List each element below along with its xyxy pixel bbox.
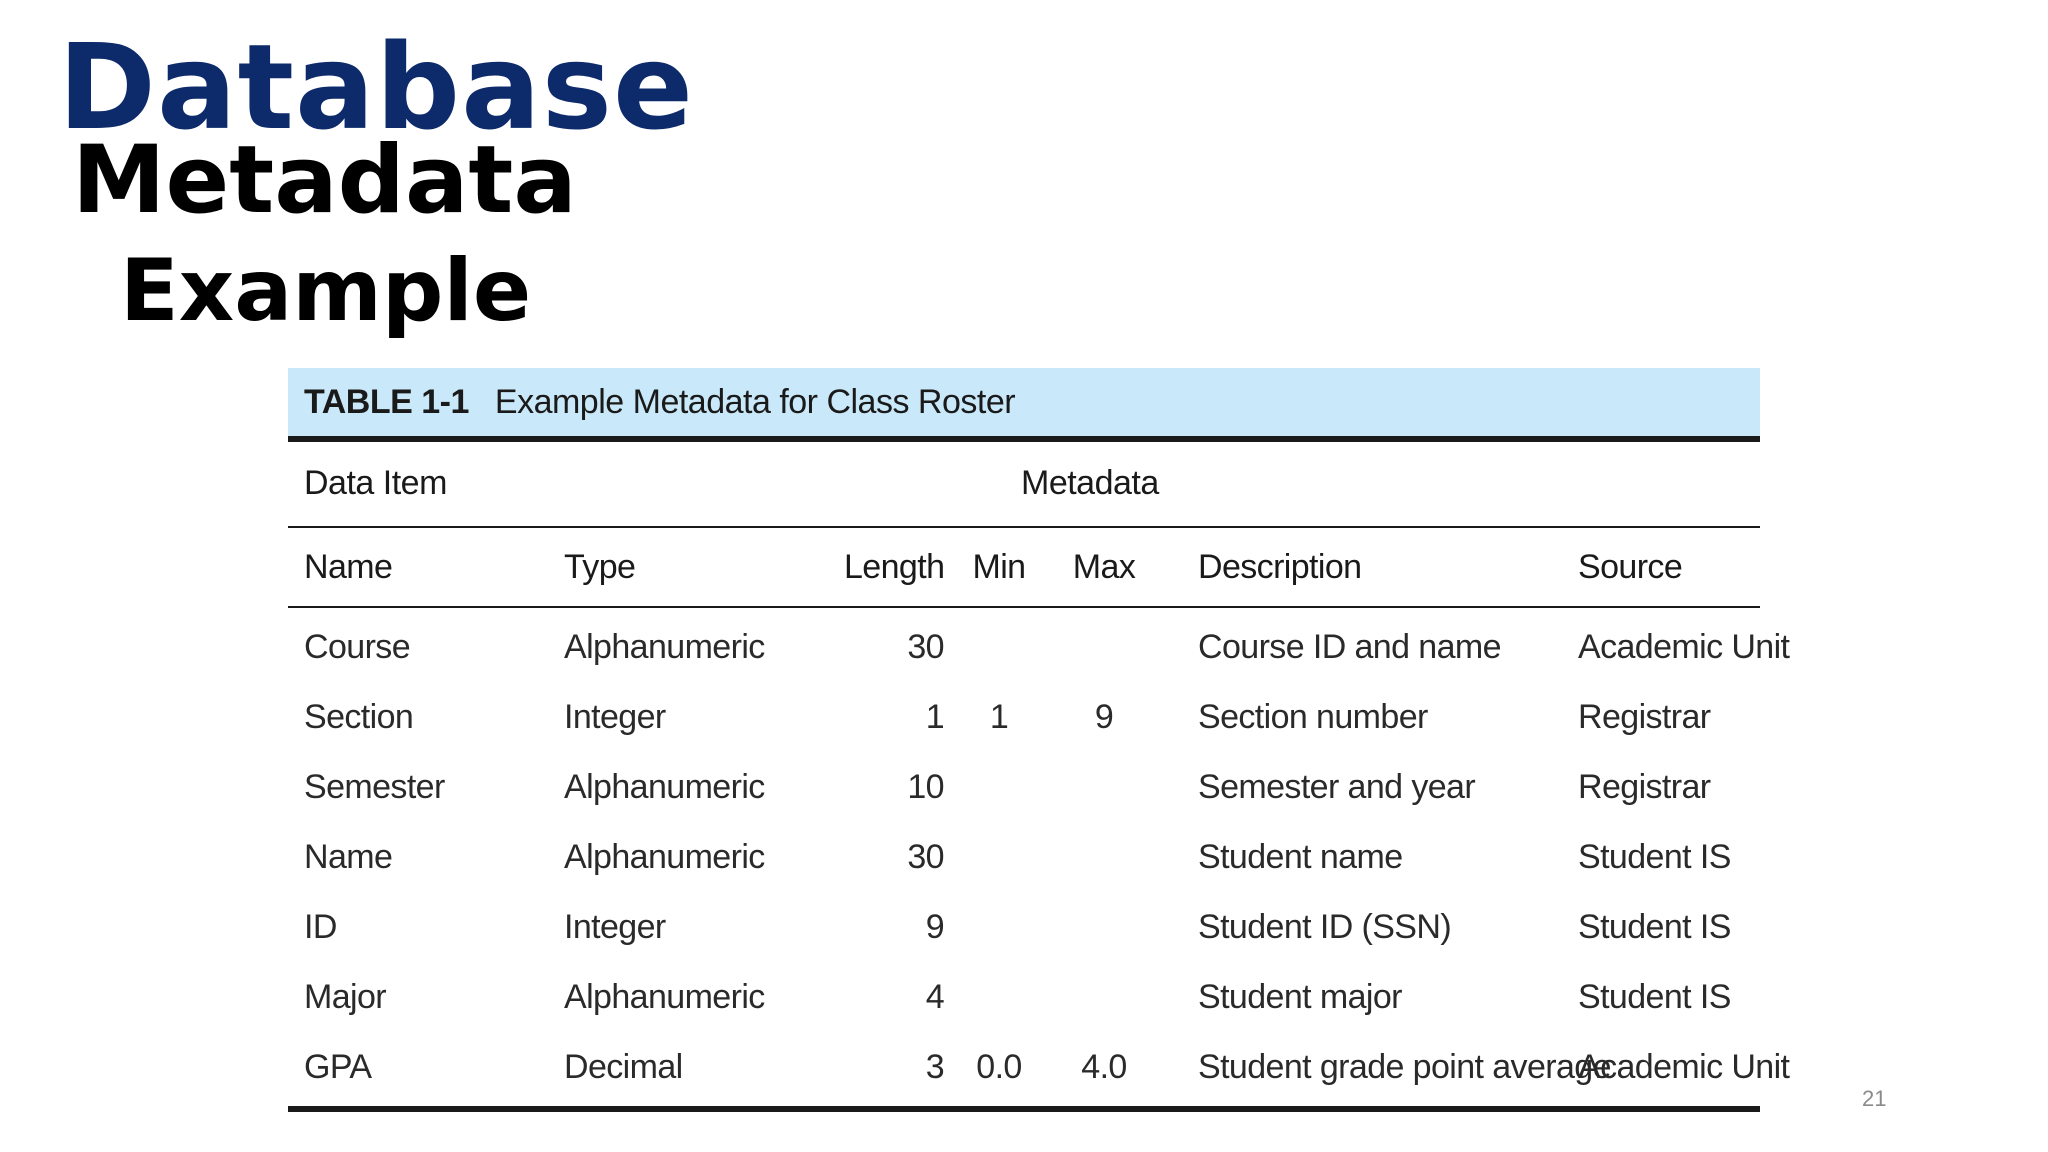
table-group-header-row	[288, 442, 1760, 526]
table-row	[288, 614, 1790, 684]
table-header-row	[288, 528, 1760, 606]
cell-source: Registrar	[1578, 698, 1711, 736]
cell-length: 9	[925, 908, 944, 946]
column-header-min: Min	[972, 548, 1026, 586]
cell-name: Semester	[304, 768, 445, 806]
table-row	[288, 754, 1760, 824]
column-header-description: Description	[1198, 548, 1362, 586]
table-row	[288, 964, 1760, 1034]
table-caption-text: Example Metadata for Class Roster	[494, 382, 1016, 421]
cell-description: Student ID (SSN)	[1198, 908, 1452, 946]
cell-name: Section	[304, 698, 414, 736]
cell-type: Alphanumeric	[564, 838, 765, 876]
column-header-length: Length	[844, 548, 945, 586]
cell-description: Student name	[1198, 838, 1403, 876]
table-bottom-rule	[288, 1106, 1760, 1112]
cell-length: 30	[907, 628, 944, 666]
cell-type: Integer	[564, 698, 666, 736]
table-caption	[288, 368, 1760, 436]
cell-description: Semester and year	[1198, 768, 1476, 806]
table-caption-number: TABLE 1-1	[304, 382, 469, 421]
cell-name: GPA	[304, 1048, 372, 1086]
group-header-data-item: Data Item	[304, 464, 447, 502]
cell-type: Alphanumeric	[564, 768, 765, 806]
cell-description: Student major	[1198, 978, 1402, 1016]
cell-max: 4.0	[1081, 1048, 1127, 1086]
cell-source: Student IS	[1578, 978, 1731, 1016]
cell-source: Registrar	[1578, 768, 1711, 806]
column-header-name: Name	[304, 548, 393, 586]
slide-title-example: Example	[120, 241, 532, 341]
cell-type: Alphanumeric	[564, 978, 765, 1016]
cell-type: Integer	[564, 908, 666, 946]
metadata-table-figure	[288, 368, 1790, 1112]
cell-length: 1	[925, 698, 944, 736]
cell-min: 1	[989, 698, 1009, 736]
group-header-metadata: Metadata	[1021, 464, 1159, 502]
cell-length: 3	[925, 1048, 944, 1086]
column-header-source: Source	[1578, 548, 1683, 586]
slide-title-database: Database	[58, 18, 694, 156]
cell-name: Name	[304, 838, 393, 876]
cell-source: Student IS	[1578, 908, 1731, 946]
table-row	[288, 894, 1760, 964]
cell-description: Course ID and name	[1198, 628, 1501, 666]
cell-type: Decimal	[564, 1048, 683, 1086]
cell-description: Student grade point average	[1198, 1048, 1611, 1086]
cell-source: Academic Unit	[1578, 628, 1790, 666]
cell-length: 10	[907, 768, 944, 806]
page-number: 21	[1862, 1086, 1887, 1111]
cell-description: Section number	[1198, 698, 1428, 736]
cell-source: Student IS	[1578, 838, 1731, 876]
table-row	[288, 1034, 1790, 1104]
cell-type: Alphanumeric	[564, 628, 765, 666]
column-header-max: Max	[1072, 548, 1136, 586]
cell-name: Major	[304, 978, 387, 1016]
table-row	[288, 684, 1760, 754]
cell-min: 0.0	[976, 1048, 1022, 1086]
cell-name: ID	[304, 908, 337, 946]
cell-max: 9	[1094, 698, 1114, 736]
column-header-type: Type	[564, 548, 636, 586]
cell-name: Course	[304, 628, 411, 666]
slide-title-metadata: Metadata	[72, 126, 577, 235]
cell-length: 4	[925, 978, 944, 1016]
cell-source: Academic Unit	[1578, 1048, 1790, 1086]
cell-length: 30	[907, 838, 944, 876]
table-row	[288, 824, 1760, 894]
table-body	[288, 608, 1790, 1106]
